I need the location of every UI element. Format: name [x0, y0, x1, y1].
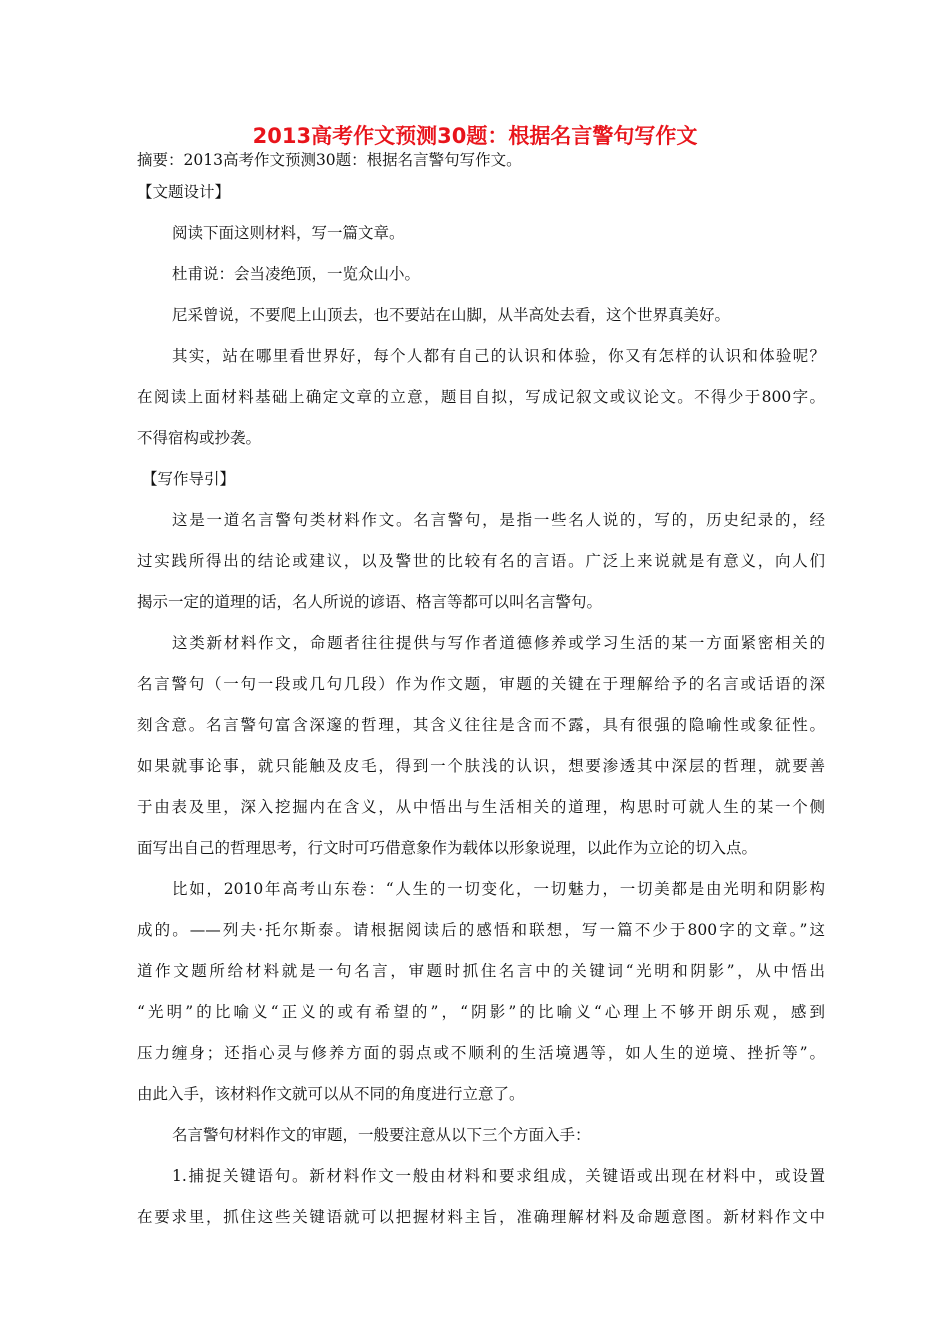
paragraph-line: 1.捕捉关键语句。新材料作文一般由材料和要求组成，关键语或出现在材料中，或设置 — [172, 1167, 825, 1185]
paragraph-line: “光明”的比喻义“正义的或有希望的”，“阴影”的比喻义“心理上不够开朗乐观，感到 — [137, 1003, 825, 1021]
section-heading-writing-guide: 【写作导引】 — [142, 470, 236, 488]
paragraph-line: 成的。——列夫·托尔斯泰。请根据阅读后的感悟和联想，写一篇不少于800字的文章。”这 — [137, 921, 825, 939]
paragraph-line: 在阅读上面材料基础上确定文章的立意，题目自拟，写成记叙文或议论文。不得少于800字。 — [137, 388, 825, 406]
paragraph-line: 在要求里，抓住这些关键语就可以把握材料主旨，准确理解材料及命题意图。新材料作文中 — [137, 1208, 825, 1226]
quote-line: 尼采曾说，不要爬上山顶去，也不要站在山脚，从半高处去看，这个世界真美好。 — [172, 306, 731, 324]
paragraph-line: 名言警句材料作文的审题，一般要注意从以下三个方面入手： — [172, 1126, 591, 1144]
paragraph-line: 揭示一定的道理的话，名人所说的谚语、格言等都可以叫名言警句。 — [137, 593, 603, 611]
paragraph-line: 刻含意。名言警句富含深邃的哲理，其含义往往是含而不露，具有很强的隐喻性或象征性。 — [137, 716, 825, 734]
paragraph-line: 阅读下面这则材料，写一篇文章。 — [172, 224, 405, 242]
document-body — [137, 148, 825, 1238]
paragraph-line: 这类新材料作文，命题者往往提供与写作者道德修养或学习生活的某一方面紧密相关的 — [172, 634, 825, 652]
paragraph-line: 如果就事论事，就只能触及皮毛，得到一个肤浅的认识，想要渗透其中深层的哲理，就要善 — [137, 757, 825, 775]
paragraph-line: 这是一道名言警句类材料作文。名言警句，是指一些名人说的，写的，历史纪录的，经 — [172, 511, 825, 529]
quote-line: 杜甫说：会当凌绝顶，一览众山小。 — [172, 265, 421, 283]
paragraph-line: 道作文题所给材料就是一句名言，审题时抓住名言中的关键词“光明和阴影”，从中悟出 — [137, 962, 825, 980]
abstract-line: 摘要：2013高考作文预测30题：根据名言警句写作文。 — [137, 151, 522, 169]
paragraph-line: 比如，2010年高考山东卷：“人生的一切变化，一切魅力，一切美都是由光明和阴影构 — [172, 880, 825, 898]
paragraph-line: 名言警句（一句一段或几句几段）作为作文题，审题的关键在于理解给予的名言或话语的深 — [137, 675, 825, 693]
paragraph-line: 于由表及里，深入挖掘内在含义，从中悟出与生活相关的道理，构思时可就人生的某一个侧 — [137, 798, 825, 816]
paragraph-line: 过实践所得出的结论或建议，以及警世的比较有名的言语。广泛上来说就是有意义，向人们 — [137, 552, 825, 570]
paragraph-line: 其实，站在哪里看世界好，每个人都有自己的认识和体验，你又有怎样的认识和体验呢？ — [172, 347, 825, 365]
paragraph-line: 不得宿构或抄袭。 — [137, 429, 262, 447]
paragraph-line: 由此入手，该材料作文就可以从不同的角度进行立意了。 — [137, 1085, 525, 1103]
document-title: 2013高考作文预测30题：根据名言警句写作文 — [252, 124, 698, 148]
paragraph-line: 面写出自己的哲理思考，行文时可巧借意象作为载体以形象说理，以此作为立论的切入点。 — [137, 839, 758, 857]
paragraph-line: 压力缠身；还指心灵与修养方面的弱点或不顺利的生活境遇等，如人生的逆境、挫折等”。 — [137, 1044, 825, 1062]
section-heading-topic-design: 【文题设计】 — [137, 183, 231, 201]
